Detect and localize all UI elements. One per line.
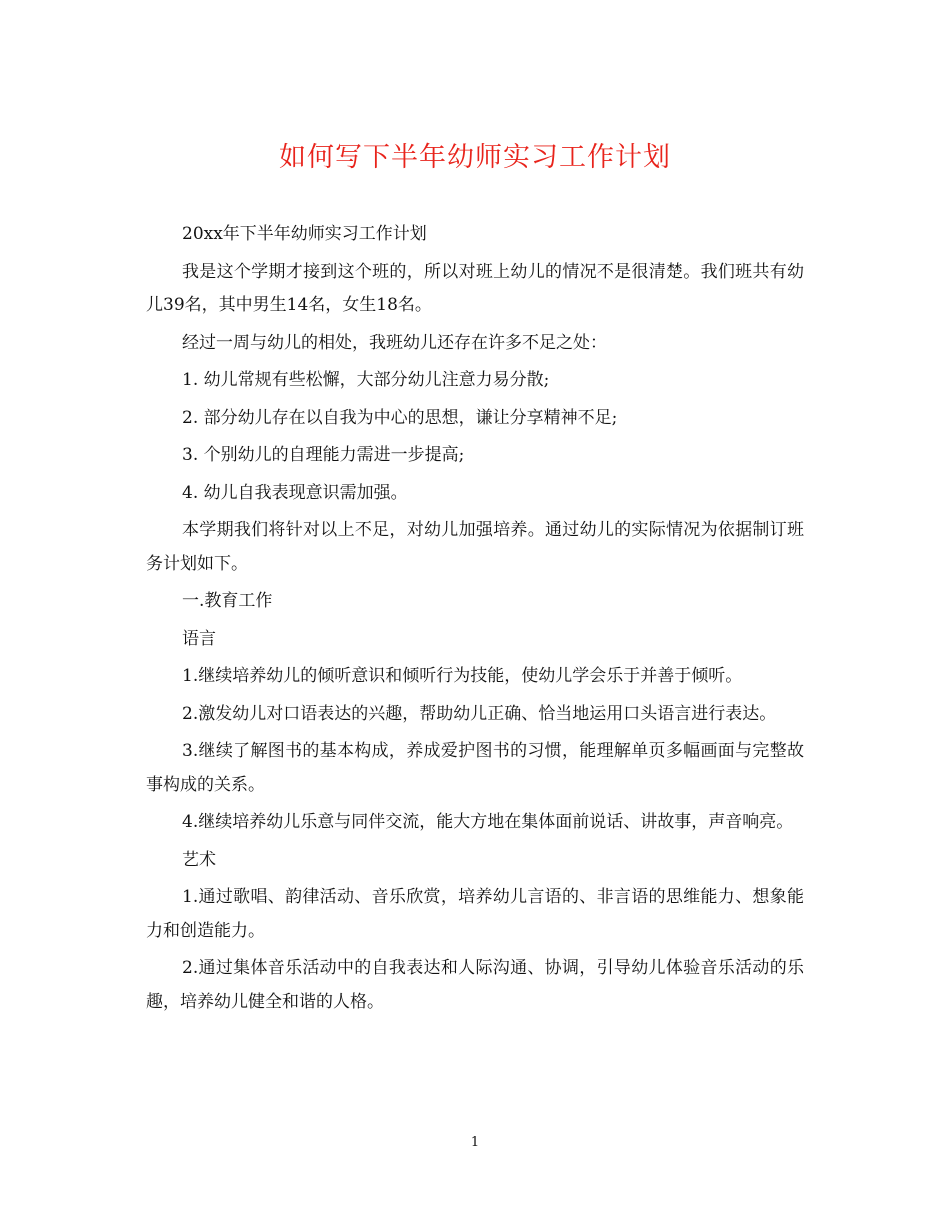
list-item-art-1: 1.通过歌唱、韵律活动、音乐欣赏，培养幼儿言语的、非言语的思维能力、想象能力和创造能力。 bbox=[146, 887, 804, 941]
paragraph-class-info: 我是这个学期才接到这个班的，所以对班上幼儿的情况不是很清楚。我们班共有幼儿39名，其中男生14名，女生18名。 bbox=[146, 261, 804, 315]
list-item-shortcoming-3: 3. 个别幼儿的自理能力需进一步提高; bbox=[182, 445, 465, 465]
list-item-language-3: 3.继续了解图书的基本构成，养成爱护图书的习惯，能理解单页多幅画面与完整故事构成的关系。 bbox=[146, 741, 804, 795]
list-item-language-4: 4.继续培养幼儿乐意与同伴交流，能大方地在集体面前说话、讲故事，声音响亮。 bbox=[182, 812, 794, 832]
list-item-language-1: 1.继续培养幼儿的倾听意识和倾听行为技能，使幼儿学会乐于并善于倾听。 bbox=[182, 666, 743, 686]
paragraph-subtitle: 20xx年下半年幼师实习工作计划 bbox=[182, 224, 427, 244]
paragraph-shortcomings-intro: 经过一周与幼儿的相处，我班幼儿还存在许多不足之处： bbox=[182, 332, 607, 353]
list-item-language-2: 2.激发幼儿对口语表达的兴趣，帮助幼儿正确、恰当地运用口头语言进行表达。 bbox=[182, 703, 777, 724]
paragraph-plan-intro: 本学期我们将针对以上不足，对幼儿加强培养。通过幼儿的实际情况为依据制订班务计划如下。 bbox=[146, 520, 804, 574]
document-title: 如何写下半年幼师实习工作计划 bbox=[279, 142, 671, 173]
list-item-shortcoming-2: 2. 部分幼儿存在以自我为中心的思想，谦让分享精神不足; bbox=[182, 407, 618, 428]
list-item-art-2: 2.通过集体音乐活动中的自我表达和人际沟通、协调，引导幼儿体验音乐活动的乐趣，培养幼儿健全和谐的人格。 bbox=[146, 958, 804, 1012]
subsection-heading-art: 艺术 bbox=[182, 849, 216, 870]
page-number: 1 bbox=[470, 1135, 480, 1150]
subsection-heading-language: 语言 bbox=[182, 628, 216, 649]
section-heading-education: 一.教育工作 bbox=[182, 591, 273, 611]
document-body bbox=[146, 218, 804, 1023]
list-item-shortcoming-1: 1. 幼儿常规有些松懈，大部分幼儿注意力易分散; bbox=[182, 370, 550, 390]
list-item-shortcoming-4: 4. 幼儿自我表现意识需加强。 bbox=[182, 482, 408, 503]
